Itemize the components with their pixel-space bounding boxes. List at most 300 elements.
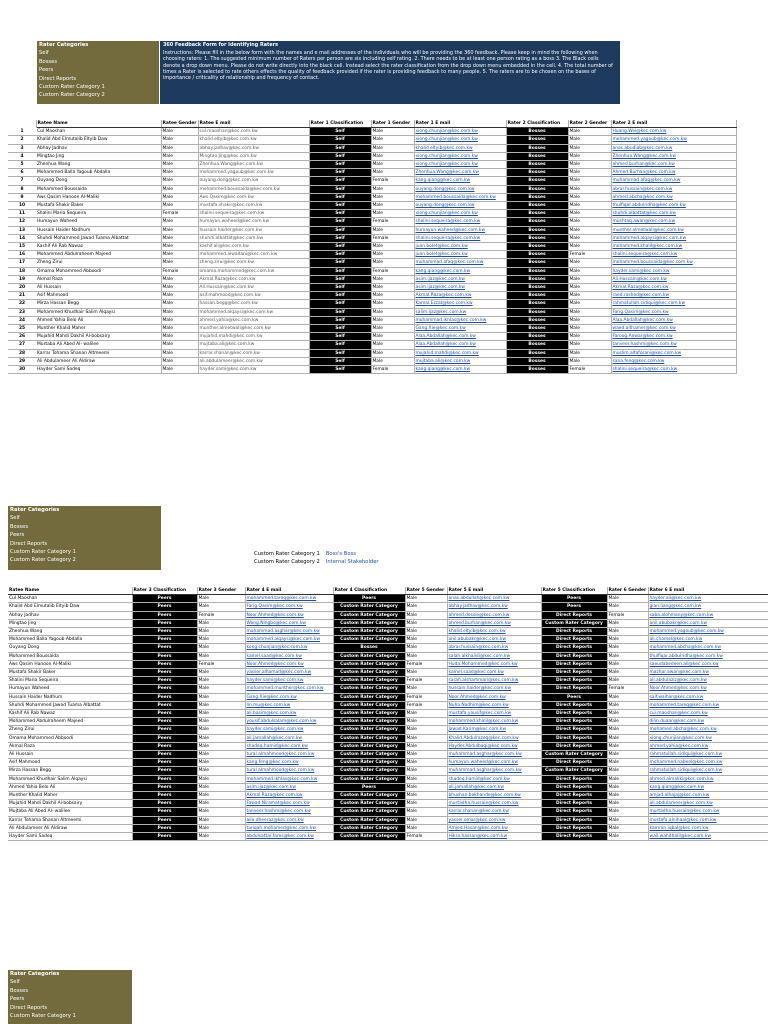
- table-cell[interactable]: Male: [405, 644, 447, 652]
- email-cell[interactable]: muhammad.afaq@kec.com.kw: [414, 259, 506, 267]
- rater-classification-dropdown[interactable]: Custom Rater Category: [333, 636, 405, 644]
- rater-classification-dropdown[interactable]: Self: [309, 308, 371, 316]
- table-cell[interactable]: Female: [405, 677, 447, 685]
- table-cell[interactable]: Male: [607, 603, 648, 611]
- rater-classification-dropdown[interactable]: Self: [309, 226, 371, 234]
- rater-classification-dropdown[interactable]: Self: [309, 144, 371, 152]
- email-cell[interactable]: mohammed.boussaida@kec.com.kw: [198, 185, 309, 193]
- email-cell[interactable]: mohammed.boussaida@kec.com.kw: [414, 193, 506, 201]
- email-cell[interactable]: kang.qiang@kec.com.kw: [648, 783, 768, 791]
- email-cell[interactable]: munther.almetwali@kec.com.kw: [611, 226, 736, 234]
- rater-classification-dropdown[interactable]: Peers: [132, 824, 197, 832]
- table-cell[interactable]: Cul Maoshan: [8, 595, 132, 603]
- email-cell[interactable]: Hayder.Abdulbaqi@kec.com.kw: [447, 742, 541, 750]
- rater-classification-dropdown[interactable]: Direct Reports: [541, 677, 607, 685]
- email-cell[interactable]: ahmed.yahia@kec.com.kw: [648, 742, 768, 750]
- rater-classification-dropdown[interactable]: Direct Reports: [541, 710, 607, 718]
- email-cell[interactable]: xiong.chunjian@kec.com.kw: [414, 152, 506, 160]
- table-cell[interactable]: Male: [197, 595, 245, 603]
- table-cell[interactable]: Male: [405, 685, 447, 693]
- table-cell[interactable]: Ali Abdulameer Ali Aldiraw: [8, 824, 132, 832]
- table-cell[interactable]: Male: [161, 349, 198, 357]
- table-cell[interactable]: Ali Hussain: [8, 751, 132, 759]
- table-cell[interactable]: Male: [161, 341, 198, 349]
- table-cell[interactable]: Mirza Hassan Begg: [8, 767, 132, 775]
- table-cell[interactable]: Male: [197, 701, 245, 709]
- table-cell[interactable]: Male: [371, 333, 414, 341]
- table-cell[interactable]: Male: [607, 628, 648, 636]
- table-cell[interactable]: Hayder Sami Sadeq: [8, 833, 132, 841]
- table-cell[interactable]: Male: [568, 152, 611, 160]
- email-cell[interactable]: Khalid.Abdulrazeq@kec.com.kw: [447, 734, 541, 742]
- table-cell[interactable]: Aws Qasim Hanoon Al-Maliki: [8, 660, 132, 668]
- table-cell[interactable]: Male: [405, 669, 447, 677]
- table-cell[interactable]: Mohammed Abdulraheem Majeed: [36, 251, 161, 259]
- rater-classification-dropdown[interactable]: Custom Rater Category: [333, 685, 405, 693]
- table-cell[interactable]: Abhay Jadhav: [8, 611, 132, 619]
- email-cell[interactable]: mujtaba.ali@kec.com.kw: [414, 357, 506, 365]
- table-cell[interactable]: Male: [161, 169, 198, 177]
- table-cell[interactable]: Kashif Ali Rab Nawaz: [8, 710, 132, 718]
- table-cell[interactable]: Male: [405, 792, 447, 800]
- table-cell[interactable]: Hussain Haider Nadhum: [8, 693, 132, 701]
- email-cell[interactable]: mohammed.khalil@kec.com.kw: [611, 243, 736, 251]
- table-cell[interactable]: Male: [405, 800, 447, 808]
- email-cell[interactable]: mustafa.alnihaal@kec.com.kw: [648, 816, 768, 824]
- rater-classification-dropdown[interactable]: Self: [309, 357, 371, 365]
- rater-classification-dropdown[interactable]: Self: [309, 349, 371, 357]
- rater-classification-dropdown[interactable]: Peers: [132, 718, 197, 726]
- table-cell[interactable]: Male: [161, 185, 198, 193]
- rater-classification-dropdown[interactable]: Direct Reports: [541, 824, 607, 832]
- rater-classification-dropdown[interactable]: Bosses: [506, 185, 568, 193]
- rater-classification-dropdown[interactable]: Custom Rater Category: [333, 669, 405, 677]
- table-cell[interactable]: Male: [371, 292, 414, 300]
- email-cell[interactable]: Gang.Xie@kec.com.kw: [245, 693, 333, 701]
- table-cell[interactable]: Mujahid Mahdi Dakhil Al-bobsairy: [36, 333, 161, 341]
- table-cell[interactable]: Male: [607, 824, 648, 832]
- rater-classification-dropdown[interactable]: Peers: [132, 767, 197, 775]
- rater-classification-dropdown[interactable]: Custom Rater Category: [333, 808, 405, 816]
- table-cell[interactable]: Male: [568, 234, 611, 242]
- email-cell[interactable]: murtadha.hussain@kec.com.kw: [648, 808, 768, 816]
- email-cell[interactable]: lin.mu@kec.com.kw: [245, 701, 333, 709]
- rater-classification-dropdown[interactable]: Direct Reports: [541, 808, 607, 816]
- table-cell[interactable]: Male: [371, 193, 414, 201]
- rater-classification-dropdown[interactable]: Custom Rater Category: [333, 652, 405, 660]
- table-cell[interactable]: Murtaba Ali Abed Al- walilee: [36, 341, 161, 349]
- table-cell[interactable]: Male: [161, 275, 198, 283]
- email-cell[interactable]: rahmatullah.sidiqui@kec.com.kw: [611, 300, 736, 308]
- email-cell[interactable]: xiong.chunjian@kec.com.kw: [414, 210, 506, 218]
- table-cell[interactable]: Male: [568, 210, 611, 218]
- email-cell[interactable]: tural.almahmood@kec.com.kw: [245, 751, 333, 759]
- rater-classification-dropdown[interactable]: Direct Reports: [541, 660, 607, 668]
- table-cell[interactable]: Ahmed Yahia Belo Ali: [36, 316, 161, 324]
- email-cell[interactable]: mohammed.boussaida@kec.com.kw: [611, 259, 736, 267]
- table-cell[interactable]: Female: [405, 701, 447, 709]
- rater-classification-dropdown[interactable]: Direct Reports: [541, 611, 607, 619]
- rater-classification-dropdown[interactable]: Direct Reports: [541, 636, 607, 644]
- rater-classification-dropdown[interactable]: Bosses: [506, 267, 568, 275]
- rater-classification-dropdown[interactable]: Peers: [132, 628, 197, 636]
- rater-classification-dropdown[interactable]: Self: [309, 325, 371, 333]
- rater-classification-dropdown[interactable]: Self: [309, 202, 371, 210]
- email-cell[interactable]: xiong.chunjian@kec.com.kw: [414, 128, 506, 136]
- email-cell[interactable]: wail.wahithalil@kec.com.kw: [648, 833, 768, 841]
- rater-classification-dropdown[interactable]: Self: [309, 234, 371, 242]
- email-cell[interactable]: salah.alkhalidi@kec.com.kw: [447, 652, 541, 660]
- table-cell[interactable]: Kashif Ali Rab Nawaz: [36, 243, 161, 251]
- table-cell[interactable]: Male: [371, 144, 414, 152]
- email-cell[interactable]: mohammed.munther@kec.com.kw: [245, 685, 333, 693]
- table-cell[interactable]: Male: [161, 193, 198, 201]
- rater-classification-dropdown[interactable]: Self: [309, 177, 371, 185]
- email-cell[interactable]: mohammed.tareq@kec.com.kw: [648, 701, 768, 709]
- email-cell[interactable]: kang.qiang@kec.com.kw: [414, 177, 506, 185]
- rater-classification-dropdown[interactable]: Bosses: [506, 316, 568, 324]
- email-cell[interactable]: kamran.iqbal@kec.com.kw: [648, 824, 768, 832]
- rater-classification-dropdown[interactable]: Custom Rater Category: [333, 718, 405, 726]
- email-cell[interactable]: Mingtao.Jing@kec.com.kw: [198, 152, 309, 160]
- table-cell[interactable]: Male: [197, 734, 245, 742]
- table-cell[interactable]: Male: [161, 284, 198, 292]
- table-cell[interactable]: Aws Qasim Hanoon Al-Maliki: [36, 193, 161, 201]
- table-cell[interactable]: Mirza Hassan Begg: [36, 300, 161, 308]
- table-cell[interactable]: Male: [405, 603, 447, 611]
- email-cell[interactable]: ahmed.dessie@kec.com.kw: [447, 611, 541, 619]
- email-cell[interactable]: ali.jamallah@kec.com.kw: [447, 783, 541, 791]
- rater-classification-dropdown[interactable]: Bosses: [506, 128, 568, 136]
- email-cell[interactable]: mohamed.abcha@kec.com.kw: [648, 726, 768, 734]
- email-cell[interactable]: Hikra.hassan@kec.com.kw: [447, 833, 541, 841]
- table-cell[interactable]: Male: [197, 693, 245, 701]
- rater-classification-dropdown[interactable]: Custom Rater Category: [333, 742, 405, 750]
- rater-classification-dropdown[interactable]: Direct Reports: [541, 816, 607, 824]
- table-cell[interactable]: Male: [568, 275, 611, 283]
- table-cell[interactable]: Male: [371, 202, 414, 210]
- rater-classification-dropdown[interactable]: Peers: [132, 751, 197, 759]
- rater-classification-dropdown[interactable]: Bosses: [506, 193, 568, 201]
- table-cell[interactable]: Male: [568, 161, 611, 169]
- table-cell[interactable]: Male: [405, 652, 447, 660]
- email-cell[interactable]: ouyang.dong@kec.com.kw: [414, 185, 506, 193]
- email-cell[interactable]: asim.ijaz@kec.com.kw: [245, 783, 333, 791]
- email-cell[interactable]: Amjed.Hasan@kec.com.kw: [447, 824, 541, 832]
- rater-classification-dropdown[interactable]: Bosses: [506, 357, 568, 365]
- email-cell[interactable]: Gang.Xie@kec.com.kw: [414, 325, 506, 333]
- email-cell[interactable]: tural.almahmood@kec.com.kw: [245, 767, 333, 775]
- table-cell[interactable]: Male: [371, 308, 414, 316]
- email-cell[interactable]: tanveer.hashmi@kec.com.kw: [611, 341, 736, 349]
- email-cell[interactable]: Nuha.Nadhim@kec.com.kw: [447, 701, 541, 709]
- table-cell[interactable]: Ouyang Dong: [36, 177, 161, 185]
- rater-classification-dropdown[interactable]: Direct Reports: [541, 685, 607, 693]
- rater-classification-dropdown[interactable]: Peers: [132, 611, 197, 619]
- email-cell[interactable]: anas.abdullah@kec.com.kw: [447, 595, 541, 603]
- table-cell[interactable]: Male: [568, 316, 611, 324]
- email-cell[interactable]: mohammed.alqaysi@kec.com.kw: [611, 234, 736, 242]
- rater-classification-dropdown[interactable]: Custom Rater Category: [333, 824, 405, 832]
- email-cell[interactable]: Ali.Hussain@kec.com.kw: [611, 275, 736, 283]
- table-cell[interactable]: Male: [405, 726, 447, 734]
- table-cell[interactable]: Male: [197, 792, 245, 800]
- rater-classification-dropdown[interactable]: Peers: [541, 595, 607, 603]
- email-cell[interactable]: tariqah.mohamed@kec.com.kw: [245, 824, 333, 832]
- table-cell[interactable]: Male: [197, 718, 245, 726]
- table-cell[interactable]: Male: [607, 644, 648, 652]
- rater-classification-dropdown[interactable]: Peers: [132, 808, 197, 816]
- rater-classification-dropdown[interactable]: Bosses: [506, 292, 568, 300]
- table-cell[interactable]: Male: [371, 275, 414, 283]
- rater-classification-dropdown[interactable]: Bosses: [506, 161, 568, 169]
- email-cell[interactable]: Alaa.Abdallah@kec.com.kw: [414, 333, 506, 341]
- email-cell[interactable]: karrar.shanan@kec.com.kw: [198, 349, 309, 357]
- rater-classification-dropdown[interactable]: Bosses: [506, 300, 568, 308]
- email-cell[interactable]: hayder.sami@kec.com.kw: [245, 726, 333, 734]
- email-cell[interactable]: rahmatullah.sidiqui@kec.com.kw: [648, 751, 768, 759]
- rater-classification-dropdown[interactable]: Bosses: [506, 325, 568, 333]
- email-cell[interactable]: kang.qiang@kec.com.kw: [414, 267, 506, 275]
- rater-classification-dropdown[interactable]: Direct Reports: [541, 652, 607, 660]
- rater-classification-dropdown[interactable]: Direct Reports: [541, 792, 607, 800]
- rater-classification-dropdown[interactable]: Self: [309, 284, 371, 292]
- email-cell[interactable]: anil.abubakr@kec.com.kw: [447, 636, 541, 644]
- table-cell[interactable]: Male: [607, 783, 648, 791]
- rater-classification-dropdown[interactable]: Bosses: [506, 251, 568, 259]
- table-cell[interactable]: Asif Mahmood: [36, 292, 161, 300]
- table-cell[interactable]: Female: [161, 210, 198, 218]
- rater-classification-dropdown[interactable]: Direct Reports: [541, 669, 607, 677]
- table-cell[interactable]: Male: [607, 693, 648, 701]
- table-cell[interactable]: Male: [607, 816, 648, 824]
- table-cell[interactable]: Male: [405, 816, 447, 824]
- table-cell[interactable]: Male: [405, 734, 447, 742]
- table-cell[interactable]: Male: [161, 308, 198, 316]
- table-cell[interactable]: Mohammed Balla Yagoub Abdalla: [36, 169, 161, 177]
- table-cell[interactable]: Male: [607, 726, 648, 734]
- email-cell[interactable]: Noor.Ahmed@kec.com.kw: [447, 693, 541, 701]
- rater-classification-dropdown[interactable]: Peers: [132, 775, 197, 783]
- table-cell[interactable]: Male: [161, 259, 198, 267]
- email-cell[interactable]: Kamal.Ezzat@kec.com.kw: [414, 300, 506, 308]
- rater-classification-dropdown[interactable]: Self: [309, 300, 371, 308]
- table-cell[interactable]: Mohammed Khudhair Salim Alqaysi: [8, 775, 132, 783]
- table-cell[interactable]: Male: [197, 685, 245, 693]
- rater-classification-dropdown[interactable]: Bosses: [506, 349, 568, 357]
- email-cell[interactable]: waed.althamer@kec.com.kw: [611, 325, 736, 333]
- table-cell[interactable]: Khalid Abd Elmutalib Eltyib Daw: [8, 603, 132, 611]
- table-cell[interactable]: Mohammed Balla Yagoub Abdalla: [8, 636, 132, 644]
- table-cell[interactable]: Male: [197, 816, 245, 824]
- email-cell[interactable]: khalid.eltyib@kec.com.kw: [414, 144, 506, 152]
- table-cell[interactable]: Male: [161, 300, 198, 308]
- table-cell[interactable]: Male: [568, 177, 611, 185]
- rater-classification-dropdown[interactable]: Custom Rater Category: [333, 767, 405, 775]
- table-cell[interactable]: Male: [161, 177, 198, 185]
- rater-classification-dropdown[interactable]: Self: [309, 210, 371, 218]
- email-cell[interactable]: juan.bolet@kec.com.kw: [414, 243, 506, 251]
- rater-classification-dropdown[interactable]: Direct Reports: [541, 718, 607, 726]
- table-cell[interactable]: Hussain Haider Nadhum: [36, 226, 161, 234]
- table-cell[interactable]: Male: [568, 325, 611, 333]
- email-cell[interactable]: hayder.sami@kec.com.kw: [245, 677, 333, 685]
- table-cell[interactable]: Male: [405, 636, 447, 644]
- table-cell[interactable]: Male: [197, 603, 245, 611]
- rater-classification-dropdown[interactable]: Bosses: [506, 177, 568, 185]
- rater-classification-dropdown[interactable]: Peers: [333, 595, 405, 603]
- table-cell[interactable]: Male: [607, 636, 648, 644]
- table-cell[interactable]: Male: [568, 349, 611, 357]
- table-cell[interactable]: Male: [197, 669, 245, 677]
- email-cell[interactable]: Alaa.Abdallah@kec.com.kw: [611, 316, 736, 324]
- rater-classification-dropdown[interactable]: Peers: [132, 636, 197, 644]
- rater-classification-dropdown[interactable]: Direct Reports: [541, 726, 607, 734]
- email-cell[interactable]: mujahid.mahdi@kec.com.kw: [414, 349, 506, 357]
- email-cell[interactable]: Zhenhua.Wang@kec.com.kw: [198, 161, 309, 169]
- table-cell[interactable]: Humayun Waheed: [8, 685, 132, 693]
- table-cell[interactable]: Male: [568, 185, 611, 193]
- email-cell[interactable]: Jawad.Karim@kec.com.kw: [447, 726, 541, 734]
- table-cell[interactable]: Male: [568, 300, 611, 308]
- email-cell[interactable]: juan.bolet@kec.com.kw: [414, 251, 506, 259]
- rater-classification-dropdown[interactable]: Custom Rater Category: [333, 775, 405, 783]
- email-cell[interactable]: Zhenhua.Wang@kec.com.kw: [414, 169, 506, 177]
- table-cell[interactable]: Male: [607, 660, 648, 668]
- email-cell[interactable]: Farig.Qasim@kec.com.kw: [245, 603, 333, 611]
- table-cell[interactable]: Male: [607, 767, 648, 775]
- rater-classification-dropdown[interactable]: Direct Reports: [541, 800, 607, 808]
- email-cell[interactable]: mohammed.alwadani@kec.com.kw: [198, 251, 309, 259]
- email-cell[interactable]: mohammed.tareq@kec.com.kw: [245, 595, 333, 603]
- email-cell[interactable]: Faroog.Anwar@kec.com.kw: [611, 333, 736, 341]
- rater-classification-dropdown[interactable]: Custom Rater Category: [333, 693, 405, 701]
- table-cell[interactable]: Karrar Tohama Shanan Altmeemi: [8, 816, 132, 824]
- rater-classification-dropdown[interactable]: Peers: [132, 800, 197, 808]
- email-cell[interactable]: khalid.eltyib@kec.com.kw: [447, 628, 541, 636]
- rater-classification-dropdown[interactable]: Direct Reports: [541, 734, 607, 742]
- table-cell[interactable]: Male: [607, 808, 648, 816]
- table-cell[interactable]: Female: [371, 366, 414, 374]
- table-cell[interactable]: Male: [161, 316, 198, 324]
- table-cell[interactable]: Male: [405, 595, 447, 603]
- table-cell[interactable]: Female: [607, 685, 648, 693]
- table-cell[interactable]: Male: [161, 136, 198, 144]
- table-cell[interactable]: Mohammed Abdulraheem Majeed: [8, 718, 132, 726]
- table-cell[interactable]: Male: [607, 751, 648, 759]
- table-cell[interactable]: Male: [371, 325, 414, 333]
- table-cell[interactable]: Male: [568, 226, 611, 234]
- email-cell[interactable]: hayder.sami@kec.com.kw: [198, 366, 309, 374]
- table-cell[interactable]: Male: [568, 341, 611, 349]
- rater-classification-dropdown[interactable]: Custom Rater Category: [333, 759, 405, 767]
- table-cell[interactable]: Asif Mahmood: [8, 759, 132, 767]
- email-cell[interactable]: mohammed.ikhlas@kec.com.kw: [245, 775, 333, 783]
- email-cell[interactable]: abhay.jadhav@kec.com.kw: [447, 603, 541, 611]
- table-cell[interactable]: Male: [568, 267, 611, 275]
- table-cell[interactable]: Male: [371, 251, 414, 259]
- table-cell[interactable]: Male: [405, 759, 447, 767]
- rater-classification-dropdown[interactable]: Peers: [132, 669, 197, 677]
- table-cell[interactable]: Male: [568, 144, 611, 152]
- email-cell[interactable]: mohammed.nabeel@kec.com.kw: [648, 759, 768, 767]
- email-cell[interactable]: yasser.omar@kec.com.kw: [447, 816, 541, 824]
- table-cell[interactable]: Female: [371, 234, 414, 242]
- table-cell[interactable]: Male: [161, 128, 198, 136]
- table-cell[interactable]: Male: [161, 357, 198, 365]
- table-cell[interactable]: Mustafa Shakir Baker: [36, 202, 161, 210]
- email-cell[interactable]: sarah.alshammari@kec.com.kw: [447, 677, 541, 685]
- table-cell[interactable]: Male: [568, 243, 611, 251]
- rater-classification-dropdown[interactable]: Peers: [132, 701, 197, 709]
- email-cell[interactable]: tanveer.hashmi@kec.com.kw: [245, 808, 333, 816]
- email-cell[interactable]: anil.abubakr@kec.com.kw: [648, 619, 768, 627]
- rater-classification-dropdown[interactable]: Custom Rater Category: [333, 628, 405, 636]
- email-cell[interactable]: mohammed.abcha@kec.com.kw: [648, 644, 768, 652]
- table-cell[interactable]: Shuhdi Mohammed Jawad Tuama Albattat: [8, 701, 132, 709]
- table-cell[interactable]: Male: [371, 284, 414, 292]
- table-cell[interactable]: Male: [197, 783, 245, 791]
- email-cell[interactable]: ahmed.burhan@kec.com.kw: [611, 161, 736, 169]
- email-cell[interactable]: kamel.saad@kec.com.kw: [245, 652, 333, 660]
- rater-classification-dropdown[interactable]: Direct Reports: [541, 628, 607, 636]
- table-cell[interactable]: Karrar Tohama Shanan Altmeemi: [36, 349, 161, 357]
- table-cell[interactable]: Male: [197, 726, 245, 734]
- email-cell[interactable]: kong.chunjian@kec.com.kw: [245, 644, 333, 652]
- table-cell[interactable]: Male: [197, 824, 245, 832]
- email-cell[interactable]: murtadha.hussain@kec.com.kw: [447, 800, 541, 808]
- email-cell[interactable]: shalini.sequeira@kec.com.kw: [414, 234, 506, 242]
- rater-classification-dropdown[interactable]: Self: [309, 341, 371, 349]
- email-cell[interactable]: mustafa.shakir@kec.com.kw: [198, 202, 309, 210]
- rater-classification-dropdown[interactable]: Direct Reports: [541, 775, 607, 783]
- table-cell[interactable]: Male: [607, 734, 648, 742]
- table-cell[interactable]: Mingtao Jing: [36, 152, 161, 160]
- table-cell[interactable]: Male: [371, 316, 414, 324]
- table-cell[interactable]: Male: [197, 759, 245, 767]
- email-cell[interactable]: anas.abudiab@kec.com.kw: [611, 144, 736, 152]
- email-cell[interactable]: mohammed.yagoub@kec.com.kw: [198, 169, 309, 177]
- rater-classification-dropdown[interactable]: Peers: [132, 652, 197, 660]
- table-cell[interactable]: Male: [607, 669, 648, 677]
- rater-classification-dropdown[interactable]: Self: [309, 275, 371, 283]
- rater-classification-dropdown[interactable]: Custom Rater Category: [333, 726, 405, 734]
- table-cell[interactable]: Female: [568, 251, 611, 259]
- rater-classification-dropdown[interactable]: Peers: [132, 660, 197, 668]
- email-cell[interactable]: ouyang.dong@kec.com.kw: [414, 202, 506, 210]
- table-cell[interactable]: Akmal Raza: [8, 742, 132, 750]
- table-cell[interactable]: Mujahid Mahdi Dakhil Al-bobsairy: [8, 800, 132, 808]
- table-cell[interactable]: Male: [197, 628, 245, 636]
- rater-classification-dropdown[interactable]: Self: [309, 218, 371, 226]
- table-cell[interactable]: Female: [371, 218, 414, 226]
- rater-classification-dropdown[interactable]: Self: [309, 259, 371, 267]
- table-cell[interactable]: Male: [607, 595, 648, 603]
- email-cell[interactable]: mushtaq.awan@kec.com.kw: [611, 218, 736, 226]
- email-cell[interactable]: raed.rashed@kec.com.kw: [611, 292, 736, 300]
- table-cell[interactable]: Male: [405, 824, 447, 832]
- email-cell[interactable]: sana.fenq@kec.com.kw: [611, 357, 736, 365]
- email-cell[interactable]: Akmal.Raza@kec.com.kw: [414, 292, 506, 300]
- table-cell[interactable]: Male: [371, 128, 414, 136]
- rater-classification-dropdown[interactable]: Self: [309, 243, 371, 251]
- table-cell[interactable]: Male: [607, 701, 648, 709]
- table-cell[interactable]: Abhay Jadhav: [36, 144, 161, 152]
- table-cell[interactable]: Female: [405, 660, 447, 668]
- email-cell[interactable]: hussain.haider@kec.com.kw: [447, 685, 541, 693]
- table-cell[interactable]: Male: [161, 243, 198, 251]
- rater-classification-dropdown[interactable]: Peers: [132, 833, 197, 841]
